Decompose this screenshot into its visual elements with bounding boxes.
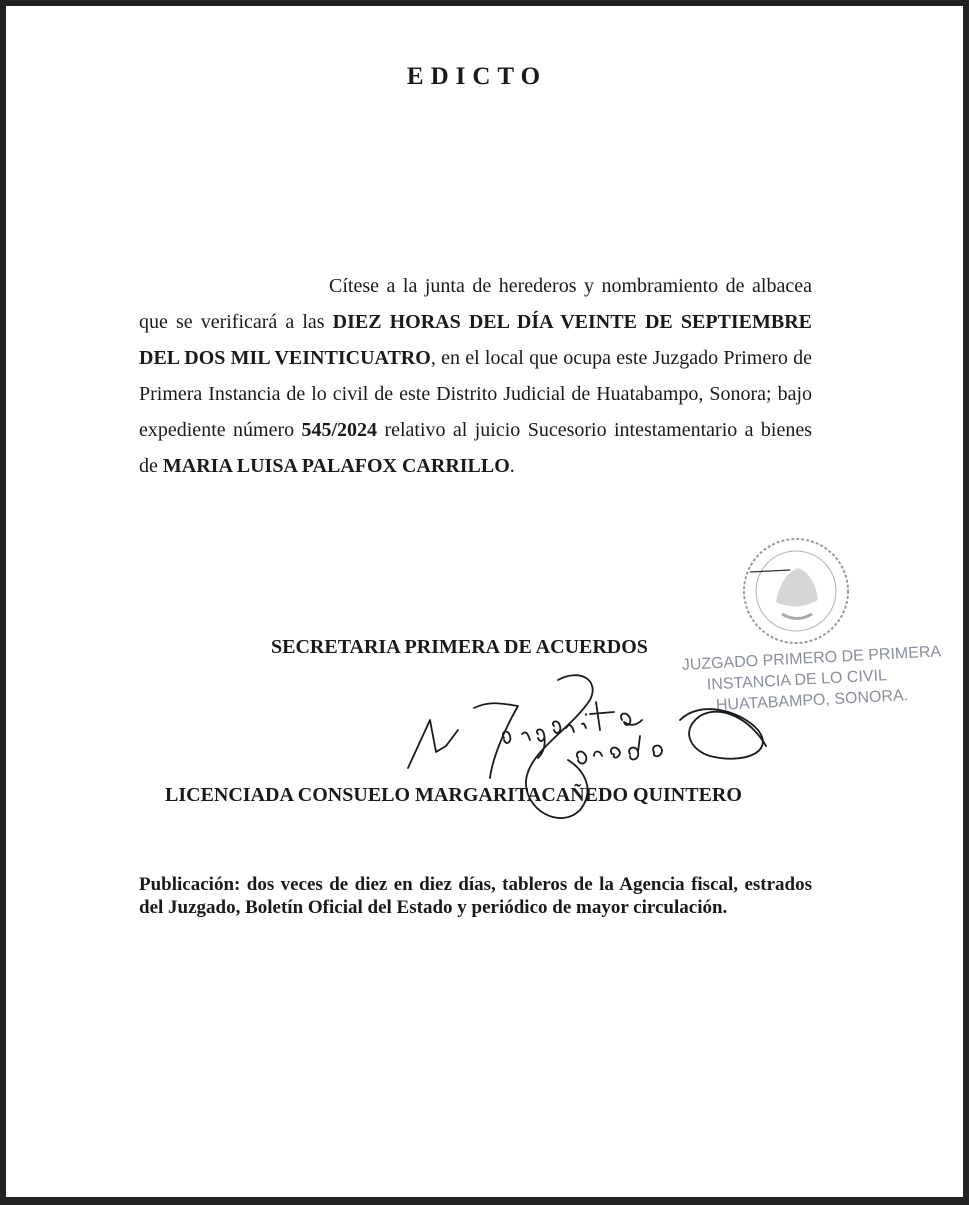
deceased-name: MARIA LUISA PALAFOX CARRILLO [162, 455, 510, 477]
stamp-line-1: JUZGADO PRIMERO DE PRIMERA [681, 643, 942, 674]
case-number: 545/2024 [301, 419, 378, 441]
paragraph-text-3: relativo al juicio Sucesorio intestamentario a bienes de [139, 419, 812, 477]
paragraph-text-4: . [509, 455, 515, 477]
publication-note: Publicación: dos veces de diez en diez días, tableros de la Agencia fiscal, estrados del Juzgado, Boletín Oficial del Estado y periódico de mayor circulación. [139, 874, 812, 918]
stamp-line-2: INSTANCIA DE LO CIVIL [706, 667, 888, 694]
secretary-title: SECRETARIA PRIMERA DE ACUERDOS [271, 636, 648, 658]
paragraph-text-2: , en el local que ocupa este Juzgado Primero de Primera Instancia de lo civil de este Distrito Judicial de Huatabampo, Sonora; bajo expediente número [139, 347, 812, 441]
hearing-datetime: DIEZ HORAS DEL DÍA VEINTE DE SEPTIEMBRE DEL DOS MIL VEINTICUATRO [139, 311, 812, 369]
national-coat-of-arms-seal-icon [730, 532, 862, 650]
paragraph-text-1: Cítese a la junta de herederos y nombramiento de albacea que se verificará a las [139, 275, 812, 333]
document-title: EDICTO [406, 63, 548, 90]
stamp-line-3: HUATABAMPO, SONORA. [715, 687, 909, 715]
edict-paragraph [139, 268, 812, 484]
signer-name: LICENCIADA CONSUELO MARGARITACAÑEDO QUINTERO [165, 784, 742, 806]
